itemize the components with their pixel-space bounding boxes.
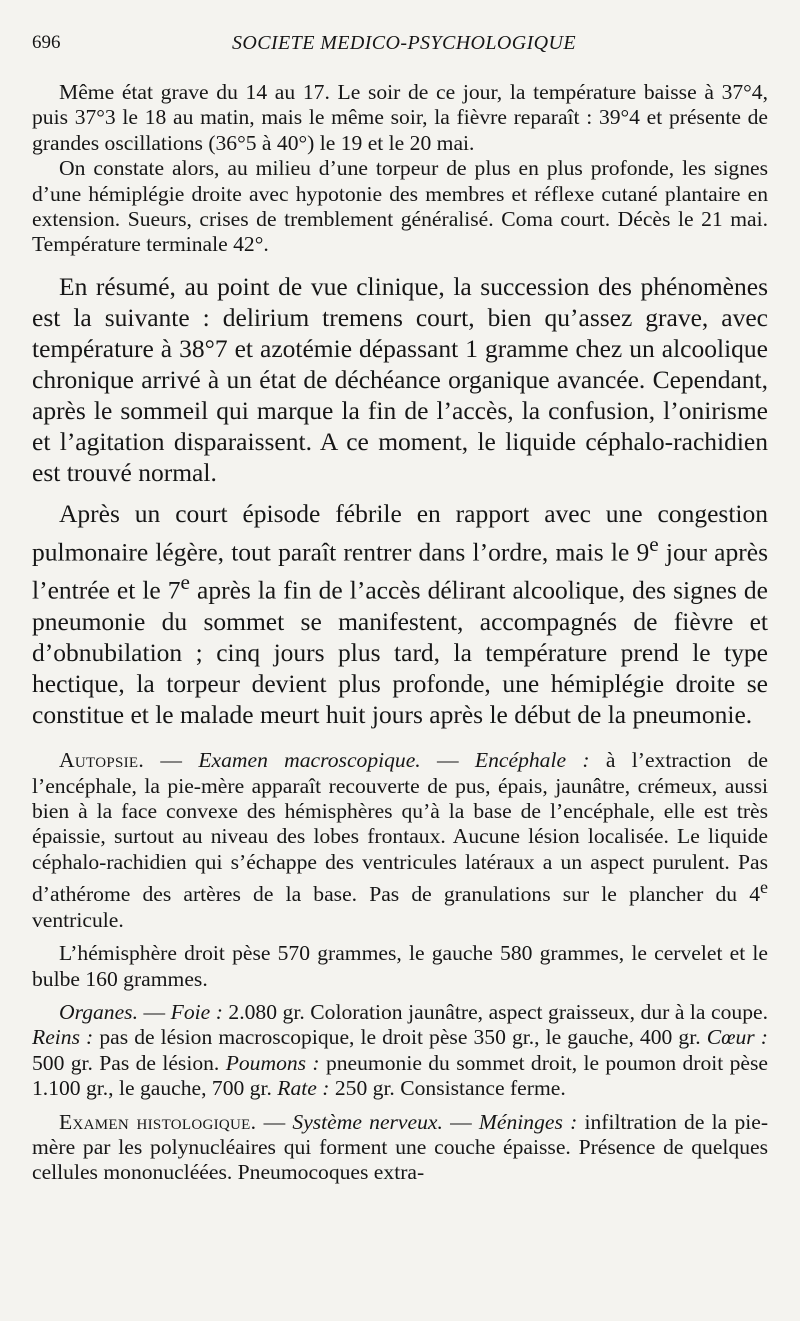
subheading-rate: Rate : bbox=[277, 1076, 330, 1101]
subheading-macroscopic: Examen macroscopique. bbox=[198, 748, 421, 773]
text-segment: après la fin de l’accès délirant alcoolique, des signes de pneumonie du sommet se manifestent, accompagnés de fièvre et d’obnubilation ; cinq jours plus tard, la température prend le type hectique, la torpeur devient plus profonde, une hémiplégie droite se constitue et le malade meurt huit jours après le début de la pneumonie. bbox=[32, 575, 768, 730]
running-title: SOCIETE MEDICO-PSYCHOLOGIQUE bbox=[232, 32, 576, 54]
subheading-reins: Reins : bbox=[32, 1025, 94, 1050]
dash-separator: — bbox=[137, 1000, 171, 1024]
superscript: e bbox=[649, 531, 659, 556]
text-segment: 250 gr. Consistance ferme. bbox=[329, 1076, 566, 1101]
section-lead-histology: Examen histologique. bbox=[59, 1109, 257, 1134]
text-segment: ventricule. bbox=[32, 907, 124, 932]
paragraph-autopsy bbox=[32, 748, 768, 933]
dash-separator: — bbox=[420, 748, 475, 773]
paragraph-fever-course: Même état grave du 14 au 17. Le soir de ce jour, la température baisse à 37°4, puis 37°3 le 18 au matin, mais le même soir, la fièvre reparaît : 39°4 et présente de grandes oscillations (36°5 à 40°) le 19 et le 20 mai. bbox=[32, 80, 768, 155]
paragraph-organs bbox=[32, 1000, 768, 1102]
dash-separator: — bbox=[256, 1109, 293, 1134]
text-segment: pneumonie du sommet droit, le poumon droit pèse 1.100 gr., le gauche, 700 gr. bbox=[32, 1050, 769, 1101]
text-segment: jour après l’entrée et le 7 bbox=[32, 537, 768, 605]
subheading-meninges: Méninges : bbox=[478, 1109, 578, 1134]
paragraph-histology bbox=[32, 1110, 768, 1186]
section-lead-autopsy: Autopsie. bbox=[59, 748, 145, 773]
paragraph-pneumonia-course bbox=[32, 498, 768, 731]
subheading-foie: Foie : bbox=[170, 1000, 223, 1024]
subheading-organes: Organes. bbox=[59, 1000, 138, 1024]
text-segment: Après un court épisode fébrile en rapport avec une congestion pulmonaire légère, tout paraît rentrer dans l’ordre, mais le 9 bbox=[32, 498, 768, 567]
paragraph-hemiplegia-death: On constate alors, au milieu d’une torpeur de plus en plus profonde, les signes d’une hémiplégie droite avec hypotonie des membres et réflexe cutané plantaire en extension. Sueurs, crises de tremblement généralisé. Coma court. Décès le 21 mai. Température terminale 42°. bbox=[32, 156, 768, 257]
dash-separator: — bbox=[442, 1109, 479, 1134]
page-header bbox=[32, 32, 776, 56]
text-segment: 2.080 gr. Coloration jaunâtre, aspect graisseux, dur à la coupe. bbox=[222, 1000, 768, 1024]
superscript: e bbox=[760, 877, 768, 898]
subheading-coeur: Cœur : bbox=[706, 1025, 768, 1050]
text-segment: pas de lésion macroscopique, le droit pèse 350 gr., le gauche, 400 gr. bbox=[93, 1025, 707, 1050]
subheading-nervous-system: Système nerveux. bbox=[292, 1109, 443, 1134]
subheading-encephale: Encéphale : bbox=[474, 748, 590, 773]
subheading-poumons: Poumons : bbox=[225, 1050, 320, 1075]
dash-separator: — bbox=[144, 748, 199, 773]
page-body bbox=[32, 80, 768, 1186]
page-number: 696 bbox=[32, 32, 61, 53]
text-segment: à l’extraction de l’encéphale, la pie-mère apparaît recouverte de pus, épais, jaunâtre, crémeux, aussi bien à la face convexe des hémisphères qu’à la base de l’encéphale, elle est très épaissie, surtout au niveau des lobes frontaux. Aucune lésion localisée. Le liquide céphalo-rachidien qui s’échappe des ventricules latéraux a un aspect purulent. Pas d’athérome des artères de la base. Pas de granulations sur le plancher du 4 bbox=[32, 748, 768, 907]
paragraph-brain-weights: L’hémisphère droit pèse 570 grammes, le gauche 580 grammes, le cervelet et le bulbe 160 grammes. bbox=[32, 941, 768, 991]
text-segment: infiltration de la pie-mère par les polynucléaires qui forment une couche épaisse. Présence de quelques cellules mononucléées. Pneumocoques extra- bbox=[32, 1109, 769, 1185]
paragraph-clinical-summary: En résumé, au point de vue clinique, la succession des phénomènes est la suivante : delirium tremens court, bien qu’assez grave, avec température à 38°7 et azotémie dépassant 1 gramme chez un alcoolique chronique arrivé à un état de déchéance organique avancée. Cependant, après le sommeil qui marque la fin de l’accès, la confusion, l’onirisme et l’agitation disparaissent. A ce moment, le liquide céphalo-rachidien est trouvé normal. bbox=[32, 271, 768, 488]
superscript: e bbox=[180, 570, 190, 595]
text-segment: 500 gr. Pas de lésion. bbox=[32, 1050, 226, 1075]
